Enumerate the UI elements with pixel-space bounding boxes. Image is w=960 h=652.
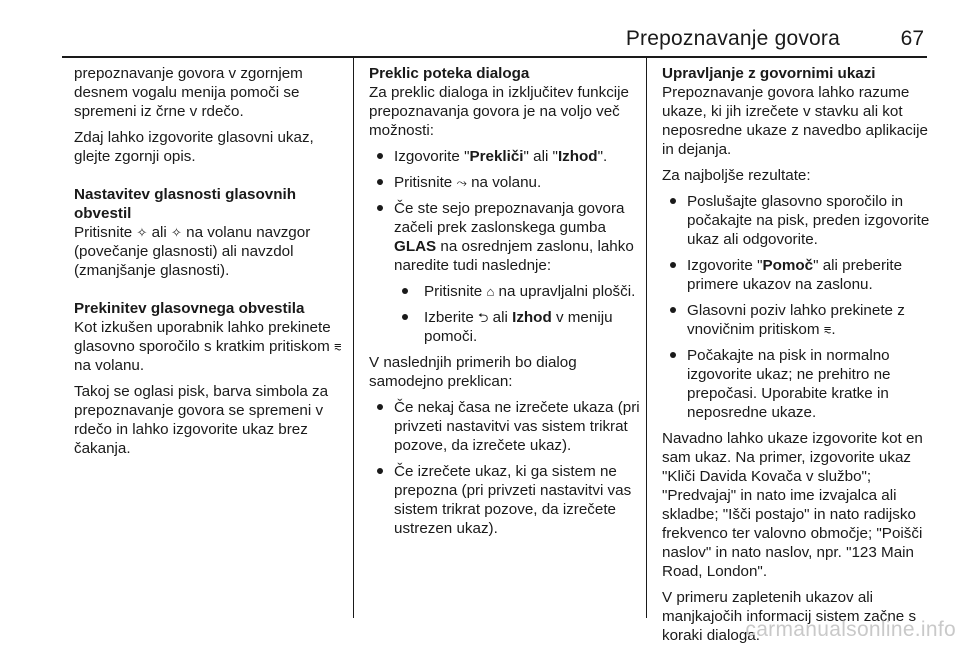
paragraph: Takoj se oglasi pisk, barva simbola za prepoznavanje govora se spremeni v rdečo in lahko izgovorite ukaz brez čakanja. (74, 383, 329, 457)
hang-up-icon: ⤳ (456, 175, 467, 190)
paragraph: Pritisnite ✧ ali ✧ na volanu navzgor (povečanje glasnosti) ali navzdol (zmanjšanje glasnosti). (74, 224, 311, 279)
column-right (662, 64, 934, 652)
paragraph: Za preklic dialoga in izključitev funkcije prepoznavanja govora je na voljo več možnosti: (369, 84, 629, 139)
paragraph: Kot izkušen uporabnik lahko prekinete glasovno sporočilo s kratkim pritiskom ⩳ na volanu. (74, 319, 342, 374)
nested-bullet-list (369, 282, 641, 346)
paragraph: V naslednjih primerih bo dialog samodejno preklican: (369, 354, 577, 390)
list-item: Če izrečete ukaz, ki ga sistem ne prepozna (pri privzeti nastavitvi vas sistem trikrat pozove, da izrečete ustrezen ukaz). (369, 462, 641, 538)
list-item: Izgovorite "Prekliči" ali "Izhod". (369, 147, 641, 166)
paragraph: Prepoznavanje govora lahko razume ukaze, ki jih izrečete v stavku ali kot neposredne ukaze z navedbo aplikacije in dejanja. (662, 84, 928, 158)
paragraph: V primeru zapletenih ukazov ali manjkajočih informacij sistem začne s koraki dialoga. (662, 589, 917, 644)
column-divider-2 (646, 58, 647, 618)
bullet-list (369, 147, 641, 275)
list-item: Glasovni poziv lahko prekinete z vnovičnim pritiskom ⩳. (662, 301, 934, 339)
volume-down-icon: ✧ (171, 225, 182, 240)
paragraph: prepoznavanje govora v zgornjem desnem vogalu menija pomoči se spremeni iz črne v rdečo. (74, 65, 303, 120)
page-header (0, 0, 960, 60)
page-number: 67 (900, 27, 924, 50)
voice-icon: ⩳ (333, 339, 342, 354)
bullet-list (369, 398, 641, 538)
list-item: Izberite ⮌ ali Izhod v meniju pomoči. (369, 308, 641, 346)
paragraph: Za najboljše rezultate: (662, 167, 811, 184)
list-item: Če nekaj časa ne izrečete ukaza (pri privzeti nastavitvi vas sistem trikrat pozove, da izrečete ukaz). (369, 398, 641, 455)
voice-icon: ⩳ (823, 322, 832, 337)
section-heading: Upravljanje z govornimi ukazi (662, 65, 876, 82)
list-item: Če ste sejo prepoznavanja govora začeli prek zaslonskega gumba GLAS na osrednjem zaslonu, lahko naredite tudi naslednje: (369, 199, 641, 275)
volume-up-icon: ✧ (136, 225, 148, 240)
list-item: Pritisnite ⌂ na upravljalni plošči. (369, 282, 641, 301)
column-left (74, 64, 346, 465)
back-icon: ⮌ (478, 310, 489, 325)
list-item: Izgovorite "Pomoč" ali preberite primere ukazov na zaslonu. (662, 256, 934, 294)
list-item: Poslušajte glasovno sporočilo in počakajte na pisk, preden izgovorite ukaz ali odgovorite. (662, 192, 934, 249)
watermark: carmanualsonline.info (745, 618, 956, 641)
section-heading: Preklic poteka dialoga (369, 65, 530, 82)
section-heading: Prekinitev glasovnega obvestila (74, 300, 305, 317)
home-icon: ⌂ (486, 284, 495, 299)
header-rule (62, 56, 927, 58)
paragraph: Zdaj lahko izgovorite glasovni ukaz, glejte zgornji opis. (74, 129, 314, 165)
list-item: Počakajte na pisk in normalno izgovorite ukaz; ne prehitro ne prepočasi. Uporabite kratke in neposredne ukaze. (662, 346, 934, 422)
section-heading: Nastavitev glasnosti glasovnih obvestil (74, 186, 296, 222)
paragraph: Navadno lahko ukaze izgovorite kot en sam ukaz. Na primer, izgovorite ukaz "Kliči Davida Kovača v službo"; "Predvajaj" in nato ime izvajalca ali skladbe; "Išči postajo" in nato radijsko frekvenco ter valovno območje; "Poišči naslov" in nato naslov, npr. "123 Main Road, London". (662, 430, 923, 580)
list-item: Pritisnite ⤳ na volanu. (369, 173, 641, 192)
bullet-list (662, 192, 934, 422)
page-title: Prepoznavanje govora (625, 27, 840, 50)
column-middle (369, 64, 641, 545)
column-divider-1 (353, 58, 354, 618)
